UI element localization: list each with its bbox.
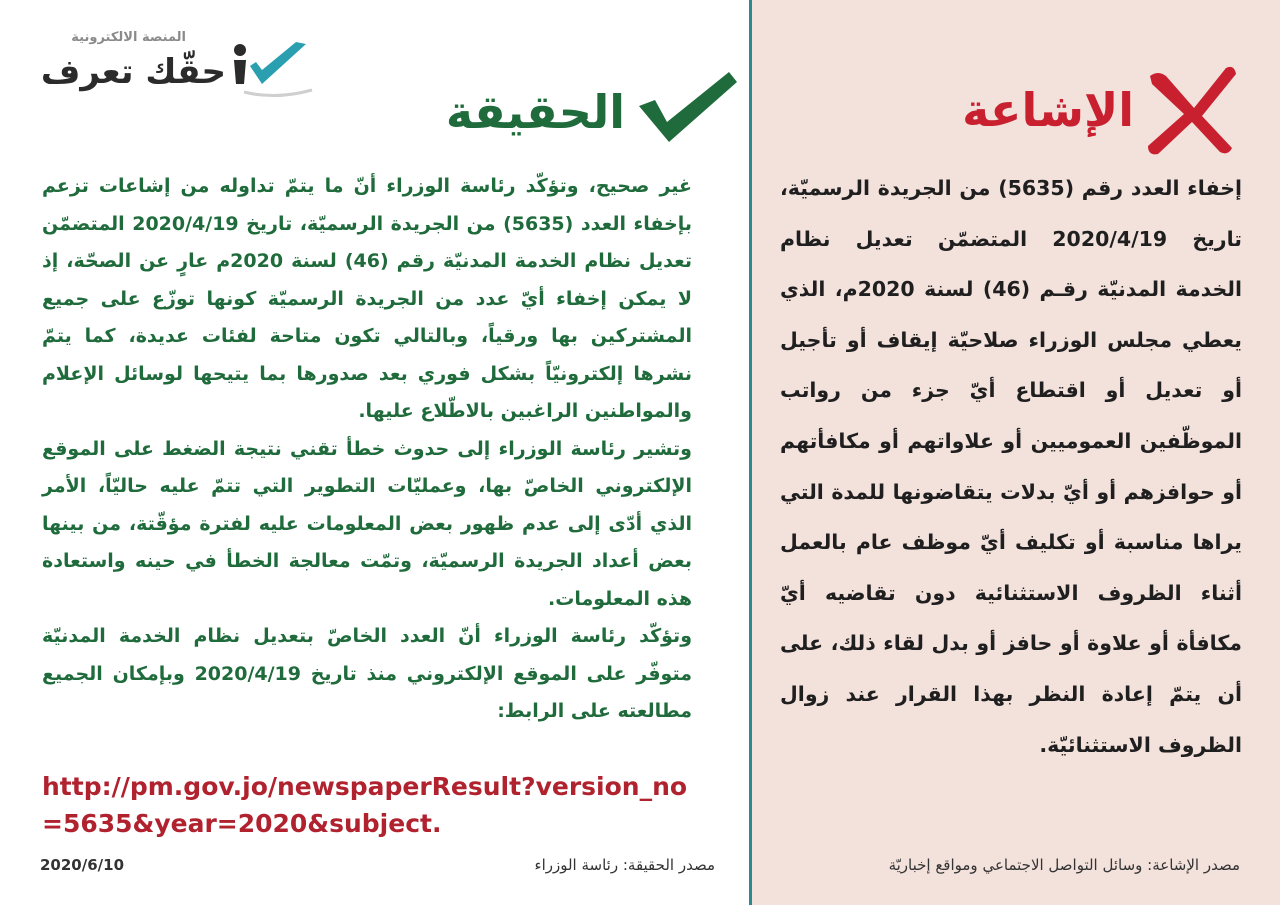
publish-date: 2020/6/10: [40, 856, 125, 874]
logo-name: حقّك تعرف: [40, 52, 226, 92]
logo-subtitle: المنصة الالكترونية: [71, 30, 186, 45]
check-mark-icon: [633, 66, 743, 146]
truth-paragraph-2: وتشير رئاسة الوزراء إلى حدوث خطأ تقني نتيجة الضغط على الموقع الإلكتروني الخاصّ بها، وعمليّات التطوير التي تتمّ عليه حاليّاً، الأمر الذي أدّى إلى عدم ظهور بعض المعلومات عليه لفترة مؤقّتة، من بينها بعض أعداد الجريدة الرسميّة، وتمّت معالجة الخطأ في حينه واستعادة هذه المعلومات.: [42, 437, 692, 610]
truth-paragraph-3: وتؤكّد رئاسة الوزراء أنّ العدد الخاصّ بتعديل نظام الخدمة المدنيّة متوفّر على الموقع الإلكتروني منذ تاريخ 2020/4/19 وبإمكان الجميع مطالعته على الرابط:: [42, 625, 692, 722]
rumor-source: مصدر الإشاعة: وسائل التواصل الاجتماعي ومواقع إخباريّة: [888, 856, 1240, 874]
source-link[interactable]: http://pm.gov.jo/newspaperResult?version_no=5635&year=2020&subject.: [42, 772, 688, 838]
person-check-icon: [226, 36, 316, 100]
truth-paragraph-1: غير صحيح، وتؤكّد رئاسة الوزراء أنّ ما يتمّ تداوله من إشاعات تزعم بإخفاء العدد (5635) من الجريدة الرسميّة، تاريخ 2020/4/19 المتضمّن تعديل نظام الخدمة المدنيّة رقم (46) لسنة 2020م عارٍ عن الصحّة، إذ لا يمكن إخفاء أيّ عدد من الجريدة الرسميّة كونها توزّع على جميع المشتركين بها ورقياً، وبالتالي تكون متاحة لفئات عديدة، كما يتمّ نشرها إلكترونيّاً بشكل فوري بعد صدورها بما يتيحها لوسائل الإعلام والمواطنين الراغبين بالاطّلاع عليها.: [42, 175, 692, 422]
truth-heading: [405, 66, 750, 146]
rumor-body: إخفاء العدد رقم (5635) من الجريدة الرسميّة، تاريخ 2020/4/19 المتضمّن تعديل نظام الخدمة المدنيّة رقـم (46) لسنة 2020م، الذي يعطي مجلس الوزراء صلاحيّة إيقاف أو تأجيل أو تعديل أو اقتطاع أيّ جزء من رواتب الموظّفين العموميين أو علاواتهم أو مكافأتهم أو حوافزهم أو أيّ بدلات يتقاضونها للمدة التي يراها مناسبة أو تكليف أيّ موظف عام بالعمل أثناء الظروف الاستثنائية دون تقاضيه أيّ مكافأة أو علاوة أو حافز أو بدل لقاء ذلك، على أن يتمّ إعادة النظر بهذا القرار عند زوال الظروف الاستثنائيّة.: [780, 176, 1242, 757]
x-mark-icon: [1136, 58, 1241, 158]
truth-source: مصدر الحقيقة: رئاسة الوزراء: [534, 856, 715, 874]
platform-logo: [36, 28, 316, 100]
rumor-title: الإشاعة: [962, 83, 1134, 137]
rumor-heading: [900, 58, 1245, 158]
truth-body: [42, 168, 692, 731]
truth-title: الحقيقة: [445, 85, 625, 139]
